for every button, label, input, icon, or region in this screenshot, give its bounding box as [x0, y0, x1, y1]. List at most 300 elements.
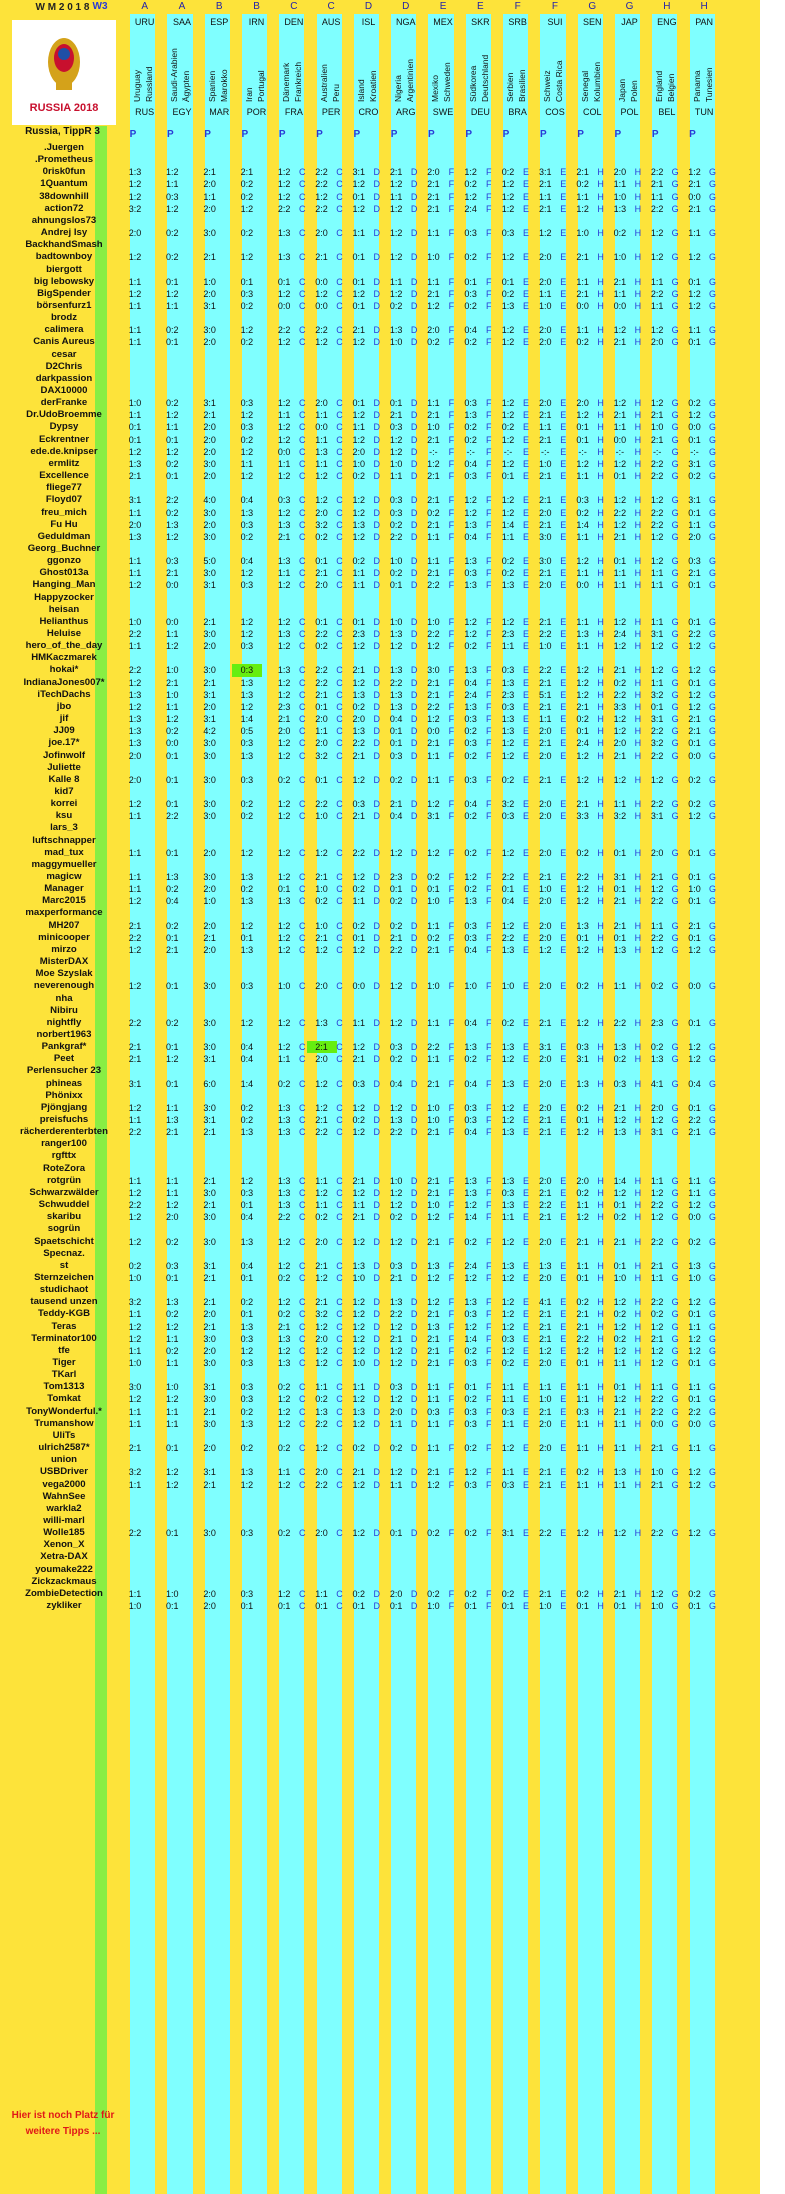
tip-score: 0:3: [240, 738, 254, 749]
tip-score: 2:1: [166, 568, 179, 579]
result-letter: G: [708, 1017, 716, 1028]
result-letter: E: [560, 665, 567, 676]
tip-score: 2:1: [539, 1187, 552, 1198]
away-code: EGY: [172, 107, 192, 117]
result-letter: H: [634, 641, 642, 652]
tip-score: 0:2: [576, 1467, 589, 1478]
result-letter: C: [298, 1467, 306, 1478]
result-letter: D: [410, 1467, 418, 1478]
result-letter: F: [448, 726, 455, 737]
tip-score: 1:0: [427, 1102, 440, 1113]
tip-score: 1:4: [464, 1333, 477, 1344]
result-letter: D: [373, 944, 381, 955]
tip-score: 0:2: [650, 981, 664, 992]
tip-score: 0:2: [240, 228, 254, 239]
tip-score: 0:1: [688, 616, 701, 627]
tip-score: 1:2: [464, 167, 477, 178]
tip-score: 0:3: [464, 288, 477, 299]
result-letter: D: [373, 726, 381, 737]
result-letter: E: [522, 1382, 529, 1393]
tip-score: 1:0: [315, 811, 328, 822]
result-letter: G: [708, 507, 716, 518]
tip-score: 1:3: [389, 701, 403, 712]
tip-score: 0:1: [128, 422, 142, 433]
tip-score: 3:0: [203, 1102, 216, 1113]
tip-score: 1:1: [427, 1054, 440, 1065]
tip-score: 2:0: [315, 1333, 328, 1344]
result-letter: D: [373, 1309, 381, 1320]
tip-score: 0:3: [389, 1382, 403, 1393]
tip-score: 2:0: [203, 1309, 216, 1320]
result-letter: G: [671, 932, 679, 943]
result-letter: D: [373, 580, 381, 591]
tip-score: 1:2: [277, 1297, 291, 1308]
result-letter: G: [708, 410, 716, 421]
result-letter: G: [708, 1236, 716, 1247]
tip-score: 1:0: [166, 1588, 179, 1599]
tip-score: 1:3: [315, 1017, 328, 1028]
tip-score: 3:2: [128, 203, 142, 214]
player-name: BackhandSmash: [25, 239, 103, 251]
result-letter: C: [298, 191, 306, 202]
tip-score: 0:1: [166, 1272, 179, 1283]
away-team-name: Ägypten: [181, 70, 192, 102]
result-letter: F: [485, 398, 492, 409]
result-letter: D: [373, 932, 381, 943]
tip-score: 0:3: [464, 1102, 477, 1113]
tip-score: 1:2: [240, 1175, 254, 1186]
tip-score: 3:0: [203, 1042, 216, 1053]
tip-score: 0:2: [166, 252, 179, 263]
tip-score: 0:2: [240, 300, 254, 311]
tip-score: 1:3: [240, 1236, 254, 1247]
result-letter: E: [560, 228, 567, 239]
result-letter: D: [373, 689, 381, 700]
result-letter: C: [298, 1309, 306, 1320]
result-letter: E: [560, 726, 567, 737]
result-letter: H: [634, 1358, 642, 1368]
result-letter: E: [522, 1260, 529, 1271]
result-letter: F: [448, 1394, 455, 1405]
tip-score: 0:1: [166, 1042, 179, 1053]
player-name: jbo: [56, 700, 72, 712]
result-letter: C: [298, 288, 306, 299]
tip-score: 1:1: [352, 568, 366, 579]
result-letter: G: [708, 677, 716, 688]
tip-score: 1:2: [501, 1297, 515, 1308]
player-name: 1Quantum: [40, 178, 88, 190]
player-name: ermlitz: [48, 457, 80, 469]
tip-score: -:-: [466, 446, 475, 457]
tip-score: 0:3: [240, 1528, 254, 1539]
result-letter: C: [298, 884, 306, 895]
tip-score: 1:2: [352, 288, 366, 299]
result-letter: E: [522, 471, 529, 482]
tip-score: 1:2: [427, 847, 440, 858]
tip-score: 1:3: [277, 556, 291, 567]
player-name: Jofinwolf: [42, 749, 86, 761]
result-letter: F: [485, 1601, 492, 1611]
result-letter: D: [410, 580, 418, 591]
tip-score: 1:2: [650, 774, 664, 785]
tip-score: 1:2: [427, 1479, 440, 1490]
result-letter: D: [410, 1309, 418, 1320]
tip-score: 0:2: [352, 701, 366, 712]
tip-score: 0:4: [464, 458, 477, 469]
result-letter: H: [597, 799, 604, 810]
result-letter: F: [485, 228, 492, 239]
away-code: ARG: [395, 107, 416, 117]
result-letter: F: [448, 167, 455, 178]
result-letter: F: [448, 179, 455, 190]
tip-score: 3:0: [203, 507, 216, 518]
player-name: maxperformance: [25, 907, 103, 919]
result-letter: E: [560, 410, 567, 421]
tip-score: 1:2: [501, 434, 515, 445]
tip-score: 0:2: [464, 847, 477, 858]
result-letter: H: [597, 471, 604, 482]
tip-score: 0:5: [240, 726, 254, 737]
tip-score: 2:2: [613, 1017, 627, 1028]
tip-score: 0:2: [576, 179, 589, 190]
tip-score: 2:2: [352, 847, 366, 858]
tip-score: 2:0: [203, 422, 216, 433]
tip-score: 1:1: [613, 288, 627, 299]
result-letter: F: [448, 641, 455, 652]
tip-score: 0:1: [277, 884, 291, 895]
player-name: .Prometheus: [34, 154, 94, 166]
result-letter: H: [597, 1418, 604, 1429]
points-header: P: [353, 129, 361, 140]
tip-score: 1:2: [501, 616, 515, 627]
result-letter: E: [560, 325, 567, 336]
home-code: ESP: [210, 17, 229, 27]
result-letter: D: [373, 1102, 381, 1113]
tip-score: 2:1: [539, 872, 552, 882]
tip-score: 1:1: [128, 1175, 142, 1186]
result-letter: C: [298, 556, 306, 567]
tip-score: 4:0: [203, 495, 216, 506]
result-letter: C: [336, 507, 343, 518]
result-letter: D: [410, 1601, 418, 1611]
tip-score: 1:0: [576, 228, 589, 239]
result-letter: D: [410, 726, 418, 737]
tip-score: 2:2: [128, 1017, 142, 1028]
tip-score: 0:2: [166, 884, 179, 895]
result-letter: D: [410, 1345, 418, 1356]
tip-score: 1:2: [613, 616, 627, 627]
tip-score: 1:2: [240, 252, 254, 263]
tip-score: 1:2: [501, 1236, 515, 1247]
tip-score: 1:2: [166, 1479, 179, 1490]
result-letter: D: [373, 252, 381, 263]
tip-score: 1:1: [166, 1358, 179, 1368]
result-letter: G: [671, 556, 679, 567]
tip-score: 0:1: [352, 252, 366, 263]
tip-score: 1:1: [650, 1272, 664, 1283]
result-letter: H: [597, 1272, 604, 1283]
result-letter: D: [373, 203, 381, 214]
result-letter: E: [522, 203, 529, 214]
result-letter: H: [634, 568, 642, 579]
group-letter: C: [327, 1, 335, 12]
player-name: Teras: [51, 1320, 77, 1332]
tip-score: 1:2: [688, 944, 701, 955]
result-letter: E: [560, 580, 567, 591]
tip-score: 0:2: [576, 507, 589, 518]
player-name: IndianaJones007*: [23, 676, 105, 688]
tip-score: 1:2: [240, 325, 254, 336]
result-letter: G: [671, 1102, 679, 1113]
result-letter: D: [373, 1479, 381, 1490]
result-letter: E: [560, 556, 567, 567]
tip-score: 1:3: [166, 872, 179, 882]
tip-score: 2:0: [539, 811, 552, 822]
tip-score: 0:3: [576, 1406, 589, 1417]
tip-score: 0:1: [688, 337, 701, 348]
tip-score: 1:3: [501, 1127, 515, 1138]
tip-score: 1:2: [166, 203, 179, 214]
result-letter: E: [522, 580, 529, 591]
tip-score: 1:0: [427, 1601, 440, 1611]
tip-score: 1:2: [277, 337, 291, 348]
tip-score: 2:3: [650, 1017, 664, 1028]
tip-score: 1:2: [352, 1394, 366, 1405]
tip-score: 1:3: [277, 252, 291, 263]
result-letter: C: [336, 665, 343, 676]
tip-score: 0:1: [352, 300, 366, 311]
tip-score: 1:1: [613, 981, 627, 992]
tip-score: 2:1: [203, 1406, 216, 1417]
tip-score: 1:1: [128, 337, 142, 348]
result-letter: H: [634, 932, 642, 943]
player-name: hero_of_the_day: [25, 640, 103, 652]
result-letter: F: [448, 932, 455, 943]
result-letter: C: [298, 1200, 306, 1211]
tip-score: 3:0: [203, 1394, 216, 1405]
result-letter: D: [410, 458, 418, 469]
tip-score: 0:3: [464, 774, 477, 785]
tip-score: 2:1: [389, 799, 403, 810]
tip-score: -:-: [578, 446, 587, 457]
tip-score: 3:1: [650, 629, 664, 639]
away-code: TUN: [694, 107, 714, 117]
result-letter: F: [485, 799, 492, 810]
tip-score: 2:1: [539, 1017, 552, 1028]
tip-score: 2:1: [427, 179, 440, 190]
player-name: Canis Aureus: [33, 336, 95, 348]
tip-score: 0:0: [576, 580, 589, 591]
result-letter: F: [448, 1588, 455, 1599]
result-letter: H: [597, 1200, 604, 1211]
result-letter: F: [485, 1115, 492, 1125]
tip-score: 2:2: [650, 288, 664, 299]
result-letter: C: [298, 896, 306, 907]
result-letter: C: [298, 458, 306, 469]
result-letter: D: [373, 228, 381, 239]
result-letter: C: [336, 1187, 343, 1198]
tip-score: 2:1: [688, 726, 701, 737]
result-letter: D: [373, 507, 381, 518]
tip-score: 1:0: [613, 191, 627, 202]
result-letter: F: [448, 1187, 455, 1198]
player-name: Terminator100: [31, 1332, 97, 1344]
tip-score: 0:1: [613, 847, 627, 858]
tip-score: 1:2: [576, 203, 589, 214]
tip-score: 0:1: [352, 398, 366, 409]
result-letter: F: [448, 1443, 455, 1454]
tip-score: 3:1: [203, 1467, 216, 1478]
tip-score: 1:2: [240, 920, 254, 931]
result-letter: G: [671, 1260, 679, 1271]
result-letter: C: [336, 410, 343, 421]
tip-score: 1:1: [128, 325, 142, 336]
tip-score: 2:1: [576, 167, 589, 178]
tip-score: 0:1: [688, 738, 701, 749]
result-letter: G: [708, 580, 716, 591]
tip-score: 1:1: [427, 556, 440, 567]
result-letter: H: [597, 410, 604, 421]
result-letter: F: [448, 701, 455, 712]
home-team-name: Nigeria: [393, 75, 404, 102]
tip-score: 2:2: [650, 750, 664, 761]
result-letter: G: [708, 325, 716, 336]
tip-score: 1:3: [539, 1260, 552, 1271]
tip-score: 1:1: [650, 568, 664, 579]
tip-score: 2:0: [539, 398, 552, 409]
tip-score: 3:1: [128, 1078, 142, 1089]
result-letter: C: [336, 1175, 343, 1186]
result-letter: H: [634, 714, 642, 725]
tip-score: 0:2: [240, 884, 254, 895]
tip-score: 0:0: [650, 1418, 664, 1429]
tip-score: 2:2: [427, 629, 440, 639]
tip-score: 1:2: [352, 410, 366, 421]
tip-score: 0:3: [501, 228, 515, 239]
result-letter: E: [522, 1528, 529, 1539]
result-letter: C: [298, 203, 306, 214]
tip-score: 1:1: [128, 1418, 142, 1429]
result-letter: D: [410, 641, 418, 652]
tip-score: 0:2: [501, 1588, 515, 1599]
tip-score: 2:1: [539, 410, 552, 421]
away-team-name: Brasilien: [517, 69, 527, 102]
tip-score: 2:0: [539, 847, 552, 858]
tip-score: 1:1: [315, 1175, 328, 1186]
tip-score: 1:2: [277, 641, 291, 652]
result-letter: C: [336, 300, 343, 311]
tip-score: 2:1: [613, 531, 627, 542]
result-letter: D: [373, 568, 381, 579]
result-letter: F: [485, 203, 492, 214]
tip-score: 1:2: [576, 1127, 589, 1138]
result-letter: C: [298, 1479, 306, 1490]
result-letter: D: [410, 252, 418, 263]
player-name: Tomkat: [47, 1393, 81, 1405]
tip-score: 0:1: [688, 932, 701, 943]
player-name: heisan: [48, 603, 80, 615]
result-letter: F: [448, 1102, 455, 1113]
tip-score: 1:1: [501, 1212, 515, 1223]
result-letter: G: [671, 1528, 679, 1539]
result-letter: H: [634, 1260, 642, 1271]
result-letter: C: [336, 288, 343, 299]
result-letter: G: [708, 300, 716, 311]
result-letter: D: [410, 1127, 418, 1138]
tip-score: 1:1: [166, 300, 179, 311]
result-letter: F: [485, 167, 492, 178]
player-name: Wolle185: [43, 1527, 85, 1539]
tip-score: 3:2: [128, 1467, 142, 1478]
result-letter: D: [410, 228, 418, 239]
result-letter: D: [410, 1418, 418, 1429]
group-letter: D: [402, 1, 410, 12]
tip-score: 2:1: [650, 1479, 664, 1490]
tip-score: 0:1: [166, 799, 179, 810]
tip-score: 2:1: [427, 203, 440, 214]
tip-score: 2:1: [539, 434, 552, 445]
result-letter: F: [448, 1115, 455, 1125]
tip-score: 0:2: [277, 1382, 291, 1393]
tip-score: 3:0: [203, 458, 216, 469]
tip-score: 3:1: [352, 167, 366, 178]
tip-score: 1:2: [166, 167, 179, 178]
result-letter: H: [597, 981, 604, 992]
tip-score: 0:2: [240, 799, 254, 810]
tip-score: 1:2: [576, 689, 589, 700]
result-letter: H: [597, 1382, 604, 1393]
tip-score: 0:0: [688, 1212, 701, 1223]
result-letter: C: [336, 1127, 343, 1138]
tip-score: 1:3: [464, 519, 477, 530]
result-letter: C: [336, 1443, 343, 1454]
away-team-name: Deutschland: [479, 54, 490, 102]
tip-score: 1:3: [315, 446, 328, 457]
tip-score: 0:2: [501, 568, 515, 579]
result-letter: G: [671, 1358, 679, 1368]
tip-score: 0:4: [240, 1260, 254, 1271]
result-letter: E: [522, 1394, 529, 1405]
result-letter: D: [373, 1406, 381, 1417]
player-name: Hanging_Man: [32, 579, 96, 591]
result-letter: H: [597, 434, 604, 445]
result-letter: C: [298, 847, 306, 858]
tip-score: 2:1: [389, 1272, 403, 1283]
tip-score: 1:2: [352, 531, 366, 542]
tip-score: 2:1: [539, 738, 552, 749]
result-letter: F: [485, 252, 492, 263]
tip-score: 2:0: [539, 580, 552, 591]
tip-score: 1:2: [688, 811, 701, 822]
tip-score: 1:2: [128, 580, 142, 591]
tip-score: 2:1: [539, 1212, 552, 1223]
tip-score: 0:2: [240, 1443, 254, 1454]
tip-score: 2:1: [203, 616, 216, 627]
tip-score: 0:3: [613, 1078, 627, 1089]
result-letter: E: [560, 1345, 567, 1356]
tip-score: -:-: [615, 446, 625, 457]
player-name: sogrün: [47, 1223, 81, 1235]
tip-score: 1:2: [277, 1418, 291, 1429]
tip-score: 1:1: [576, 568, 589, 579]
tip-score: 2:0: [203, 920, 216, 931]
tip-score: 1:2: [650, 531, 664, 542]
group-letter: E: [439, 1, 447, 12]
points-header: P: [651, 129, 659, 140]
result-letter: F: [485, 1212, 492, 1223]
tip-score: 2:0: [539, 337, 552, 348]
points-header: P: [539, 129, 547, 140]
